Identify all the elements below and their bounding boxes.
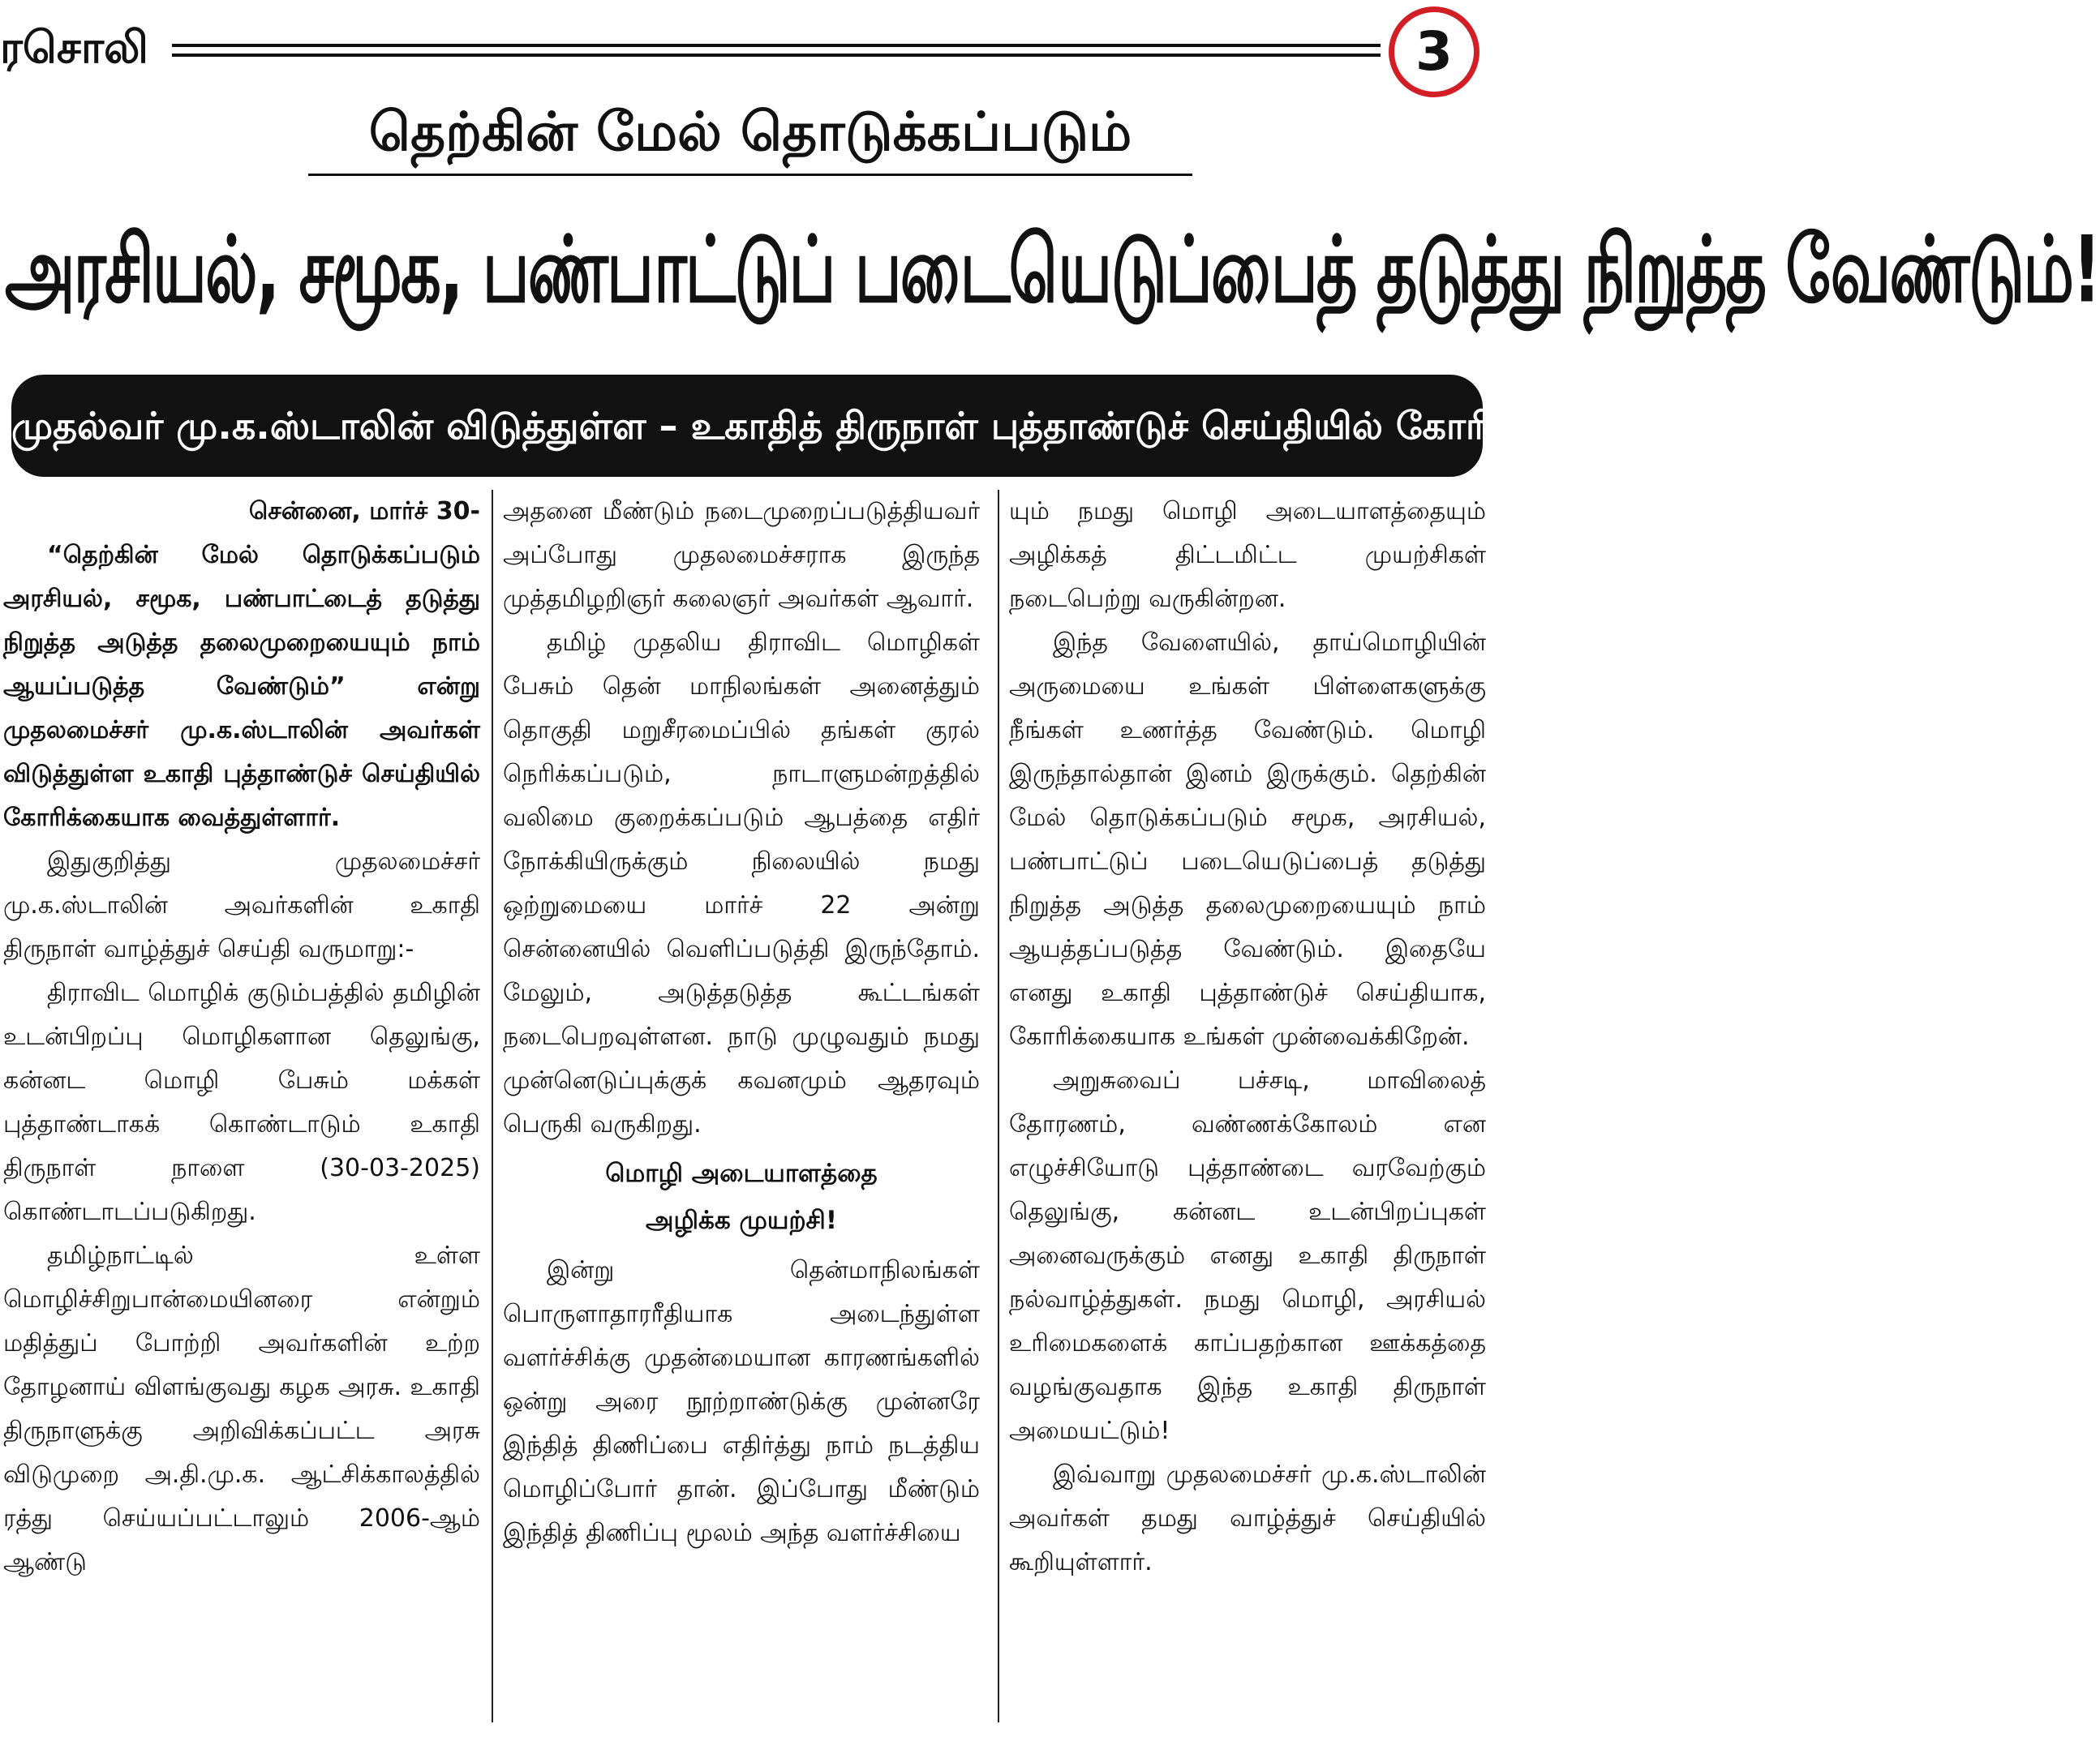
lead-paragraph: “தெற்கின் மேல் தொடுக்கப்படும் அரசியல், சமூக, பண்பாட்டைத் தடுத்து நிறுத்த அடுத்த தலைமுறையையும் நாம் ஆயப்படுத்த வேண்டும்” என்று முதலமைச்சர் மு.க.ஸ்டாலின் அவர்கள் விடுத்துள்ள உகாதி புத்தாண்டுச் செய்தியில் கோரிக்கையாக வைத்துள்ளார். xyxy=(3,541,480,832)
body-paragraph: இதுகுறித்து முதலமைச்சர் மு.க.ஸ்டாலின் அவர்களின் உகாதி திருநாள் வாழ்த்துச் செய்தி வருமாறு:- xyxy=(3,847,480,963)
body-paragraph: திராவிட மொழிக் குடும்பத்தில் தமிழின் உடன்பிறப்பு மொழிகளான தெலுங்கு, கன்னட மொழி பேசும் மக்கள் புத்தாண்டாகக் கொண்டாடும் உகாதி திருநாள் நாளை (30-03-2025) கொண்டாடப்படுகிறது. xyxy=(3,979,480,1226)
column-1 xyxy=(3,490,480,1722)
article-kicker: தெற்கின் மேல் தொடுக்கப்படும் xyxy=(308,91,1192,176)
body-paragraph: இவ்வாறு முதலமைச்சர் மு.க.ஸ்டாலின் அவர்கள் தமது வாழ்த்துச் செய்தியில் கூறியுள்ளார். xyxy=(1009,1460,1486,1576)
column-3 xyxy=(1009,490,1486,1722)
body-paragraph: இன்று தென்மாநிலங்கள் பொருளாதாரரீதியாக அடைந்துள்ள வளர்ச்சிக்கு முதன்மையான காரணங்களில் ஒன்று அரை நூற்றாண்டுக்கு முன்னரே இந்தித் திணிப்பை எதிர்த்து நாம் நடத்திய மொழிப்போர் தான். இப்போது மீண்டும் இந்தித் திணிப்பு மூலம் அந்த வளர்ச்சியை xyxy=(503,1256,980,1547)
body-paragraph: தமிழ்நாட்டில் உள்ள மொழிச்சிறுபான்மையினரை என்றும் மதித்துப் போற்றி அவர்களின் உற்ற தோழனாய் விளங்குவது கழக அரசு. உகாதி திருநாளுக்கு அறிவிக்கப்பட்ட அரசு விடுமுறை அ.தி.மு.க. ஆட்சிக்காலத்தில் ரத்து செய்யப்பட்டாலும் 2006-ஆம் ஆண்டு xyxy=(3,1242,480,1576)
article-body xyxy=(3,490,1488,1722)
column-2 xyxy=(503,490,980,1722)
masthead-rule xyxy=(172,44,1381,57)
paper-name: ரசொலி xyxy=(0,22,149,73)
body-paragraph: இந்த வேளையில், தாய்மொழியின் அருமையை உங்கள் பிள்ளைகளுக்கு நீங்கள் உணர்த்த வேண்டும். மொழி இருந்தால்தான் இனம் இருக்கும். தெற்கின் மேல் தொடுக்கப்படும் சமூக, அரசியல், பண்பாட்டுப் படையெடுப்பைத் தடுத்து நிறுத்த அடுத்த தலைமுறையையும் நாம் ஆயத்தப்படுத்த வேண்டும். இதையே எனது உகாதி புத்தாண்டுச் செய்தியாக, கோரிக்கையாக உங்கள் முன்வைக்கிறேன். xyxy=(1009,628,1486,1051)
section-heading xyxy=(503,1150,980,1244)
body-paragraph: அறுசுவைப் பச்சடி, மாவிலைத் தோரணம், வண்ணக்கோலம் என எழுச்சியோடு புத்தாண்டை வரவேற்கும் தெலுங்கு, கன்னட உடன்பிறப்புகள் அனைவருக்கும் எனது உகாதி திருநாள் நல்வாழ்த்துகள். நமது மொழி, அரசியல் உரிமைகளைக் காப்பதற்கான ஊக்கத்தை வழங்குவதாக இந்த உகாதி திருநாள் அமையட்டும்! xyxy=(1009,1066,1486,1445)
body-paragraph: அதனை மீண்டும் நடைமுறைப்படுத்தியவர் அப்போது முதலமைச்சராக இருந்த முத்தமிழறிஞர் கலைஞர் அவர்கள் ஆவார். xyxy=(503,497,980,613)
article-headline: அரசியல், சமூக, பண்பாட்டுப் படையெடுப்பைத் தடுத்து நிறுத்த வேண்டும்! xyxy=(5,217,2100,324)
masthead xyxy=(0,0,1497,97)
article-subhead: முதல்வர் மு.க.ஸ்டாலின் விடுத்துள்ள – உகாதித் திருநாள் புத்தாண்டுச் செய்தியில் கோரிக்கை! xyxy=(11,375,1483,477)
section-heading-line-2: அழிக்க முயற்சி! xyxy=(646,1206,837,1235)
section-heading-line-1: மொழி அடையாளத்தை xyxy=(605,1159,878,1188)
body-paragraph: யும் நமது மொழி அடையாளத்தையும் அழிக்கத் திட்டமிட்ட முயற்சிகள் நடைபெற்று வருகின்றன. xyxy=(1009,497,1486,613)
dateline: சென்னை, மார்ச் 30- xyxy=(248,497,480,525)
page-number-badge: 3 xyxy=(1389,6,1479,97)
body-paragraph: தமிழ் முதலிய திராவிட மொழிகள் பேசும் தென் மாநிலங்கள் அனைத்தும் தொகுதி மறுசீரமைப்பில் தங்கள் குரல் நெரிக்கப்படும், நாடாளுமன்றத்தில் வலிமை குறைக்கப்படும் ஆபத்தை எதிர் நோக்கியிருக்கும் நிலையில் நமது ஒற்றுமையை மார்ச் 22 அன்று சென்னையில் வெளிப்படுத்தி இருந்தோம். மேலும், அடுத்தடுத்த கூட்டங்கள் நடைபெறவுள்ளன. நாடு முழுவதும் நமது முன்னெடுப்புக்குக் கவனமும் ஆதரவும் பெருகி வருகிறது. xyxy=(503,628,980,1139)
